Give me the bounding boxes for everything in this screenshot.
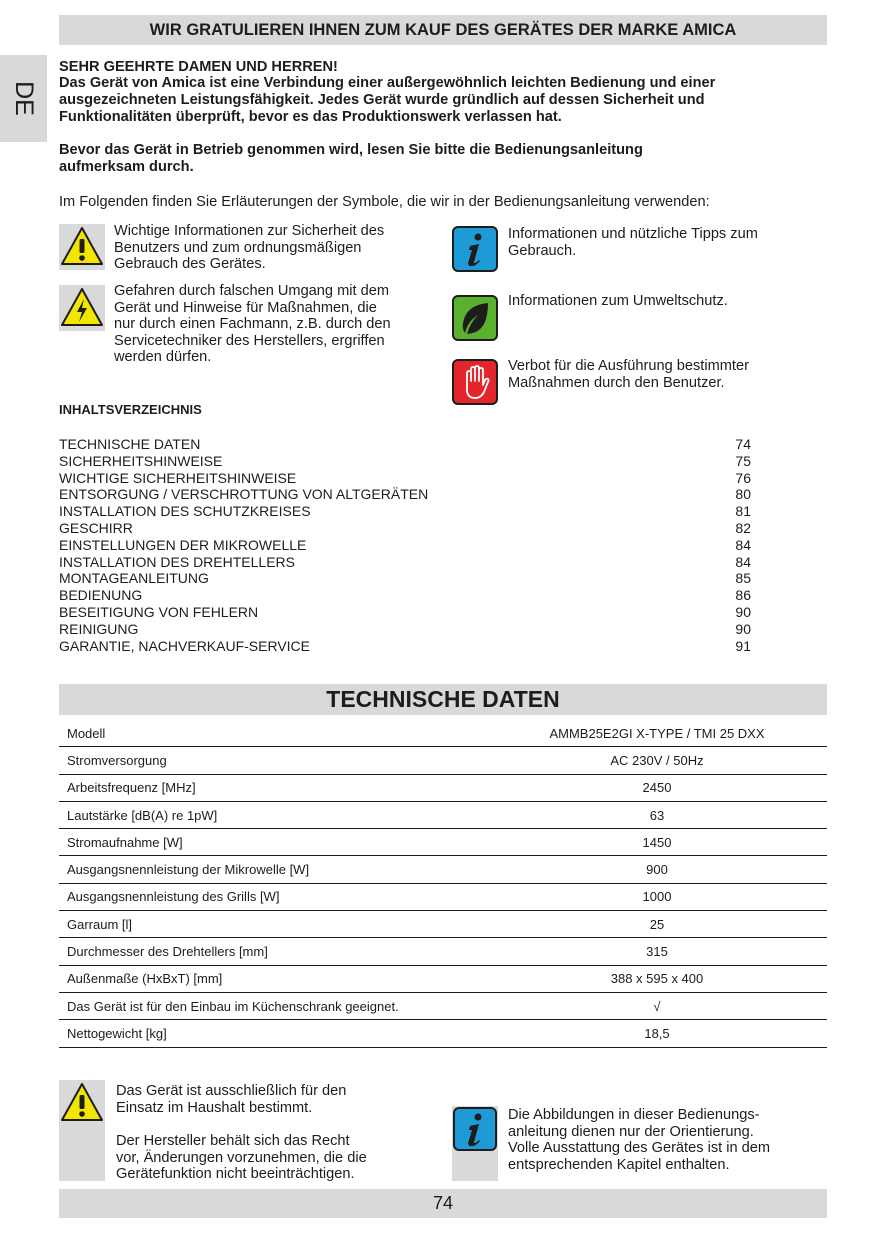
toc-item-page: 90 xyxy=(735,603,751,620)
spec-value: 2450 xyxy=(487,774,827,801)
spec-label: Garraum [l] xyxy=(59,911,487,938)
toc-item xyxy=(59,621,751,638)
toc-item-label: GARANTIE, NACHVERKAUF-SERVICE xyxy=(59,637,311,654)
spec-row xyxy=(59,965,827,992)
toc-item-page: 86 xyxy=(735,587,751,604)
toc-item-label: WICHTIGE SICHERHEITSHINWEISE xyxy=(59,469,297,486)
spec-value: 18,5 xyxy=(487,1020,827,1047)
toc-item xyxy=(59,503,751,520)
spec-value: 1000 xyxy=(487,883,827,910)
spec-value: 63 xyxy=(487,801,827,828)
spec-value: AC 230V / 50Hz xyxy=(487,747,827,774)
toc-item-label: GESCHIRR xyxy=(59,519,133,536)
warning-description: Wichtige Informationen zur Sicherheit des Benutzers und zum ordnungsmäßigen Gebrauch des Gerätes. xyxy=(114,223,385,272)
spec-table xyxy=(59,720,827,1048)
symbols-intro: Im Folgenden finden Sie Erläuterungen der Symbole, die wir in der Bedienungsanleitung verwenden: xyxy=(59,194,710,210)
language-tab xyxy=(0,55,47,142)
spec-label: Stromaufnahme [W] xyxy=(59,829,487,856)
spec-row xyxy=(59,992,827,1019)
toc-list xyxy=(59,436,751,654)
note-left-box xyxy=(59,1080,105,1181)
toc-item-label: INSTALLATION DES SCHUTZKREISES xyxy=(59,503,311,520)
prohibit-description: Verbot für die Ausführung bestimmter Maßnahmen durch den Benutzer. xyxy=(508,358,749,391)
intro-greeting: SEHR GEEHRTE DAMEN UND HERREN! xyxy=(59,59,338,75)
spec-row xyxy=(59,829,827,856)
toc-item-page: 91 xyxy=(735,637,751,654)
info-icon xyxy=(452,1106,498,1152)
spec-label: Außenmaße (HxBxT) [mm] xyxy=(59,965,487,992)
toc-item-page: 76 xyxy=(735,469,751,486)
toc-item-page: 75 xyxy=(735,452,751,469)
spec-label: Stromversorgung xyxy=(59,747,487,774)
spec-label: Arbeitsfrequenz [MHz] xyxy=(59,774,487,801)
toc-item xyxy=(59,486,751,503)
spec-value: √ xyxy=(487,992,827,1019)
toc-item-page: 80 xyxy=(735,486,751,503)
stop-hand-icon xyxy=(452,359,498,405)
spec-label: Durchmesser des Drehtellers [mm] xyxy=(59,938,487,965)
toc-item xyxy=(59,537,751,554)
spec-value: 1450 xyxy=(487,829,827,856)
page-number: 74 xyxy=(59,1189,827,1218)
toc-item-label: BESEITIGUNG VON FEHLERN xyxy=(59,603,259,620)
toc-item-label: BEDIENUNG xyxy=(59,587,143,604)
toc-item-label: INSTALLATION DES DREHTELLERS xyxy=(59,553,295,570)
warning-icon xyxy=(59,224,105,270)
toc-item-label: ENTSORGUNG / VERSCHROTTUNG VON ALTGERÄTEN xyxy=(59,486,429,503)
spec-label: Modell xyxy=(59,720,487,747)
spec-row xyxy=(59,801,827,828)
spec-label: Lautstärke [dB(A) re 1pW] xyxy=(59,801,487,828)
tech-section-title: TECHNISCHE DATEN xyxy=(59,684,827,715)
toc-item xyxy=(59,520,751,537)
spec-value: 25 xyxy=(487,911,827,938)
spec-value: 388 x 595 x 400 xyxy=(487,965,827,992)
toc-item-page: 85 xyxy=(735,570,751,587)
toc-item-page: 90 xyxy=(735,620,751,637)
spec-row xyxy=(59,911,827,938)
intro-para1-line3: Funktionalitäten überprüft, bevor es das Produktionswerk verlassen hat. xyxy=(59,109,562,125)
toc-item-label: EINSTELLUNGEN DER MIKROWELLE xyxy=(59,536,307,553)
toc-item xyxy=(59,554,751,571)
toc-item xyxy=(59,604,751,621)
spec-label: Nettogewicht [kg] xyxy=(59,1020,487,1047)
intro-para1-line2: ausgezeichneten Leistungsfähigkeit. Jedes Gerät wurde gründlich auf dessen Sicherheit und xyxy=(59,92,705,108)
spec-label: Ausgangsnennleistung des Grills [W] xyxy=(59,883,487,910)
spec-row xyxy=(59,747,827,774)
warning-icon xyxy=(59,1080,105,1126)
spec-row xyxy=(59,720,827,747)
toc-item-page: 81 xyxy=(735,503,751,520)
toc-item xyxy=(59,587,751,604)
toc-item-label: SICHERHEITSHINWEISE xyxy=(59,452,223,469)
toc-item-page: 82 xyxy=(735,519,751,536)
note-manufacturer-changes: Der Hersteller behält sich das Recht vor, Änderungen vorzunehmen, die die Gerätefunktion nicht beeinträchtigen. xyxy=(116,1133,367,1182)
intro-para2-line2: aufmerksam durch. xyxy=(59,159,194,175)
note-household-use: Das Gerät ist ausschließlich für den Einsatz im Haushalt bestimmt. xyxy=(116,1083,347,1116)
toc-item-label: TECHNISCHE DATEN xyxy=(59,436,201,452)
spec-value: 900 xyxy=(487,856,827,883)
toc-item xyxy=(59,436,751,453)
toc-item-page: 74 xyxy=(735,436,751,452)
toc-item-page: 84 xyxy=(735,536,751,553)
toc-item-page: 84 xyxy=(735,553,751,570)
spec-row xyxy=(59,856,827,883)
eco-description: Informationen zum Umweltschutz. xyxy=(508,293,728,309)
spec-value: 315 xyxy=(487,938,827,965)
spec-row xyxy=(59,883,827,910)
spec-label: Das Gerät ist für den Einbau im Küchenschrank geeignet. xyxy=(59,992,487,1019)
intro-para2-line1: Bevor das Gerät in Betrieb genommen wird, lesen Sie bitte die Bedienungsanleitung xyxy=(59,142,643,158)
note-right-box xyxy=(452,1106,498,1181)
info-icon xyxy=(452,226,498,272)
toc-item xyxy=(59,453,751,470)
toc-item-label: REINIGUNG xyxy=(59,620,139,637)
leaf-icon xyxy=(452,295,498,341)
electric-hazard-description: Gefahren durch falschen Umgang mit dem Gerät und Hinweise für Maßnahmen, die nur durch einen Fachmann, z.B. durch den Servicetechniker des Herstellers, ergriffen werden dürfen. xyxy=(114,283,391,365)
intro-para1-line1: Das Gerät von Amica ist eine Verbindung einer außergewöhnlich leichten Bedienung und einer xyxy=(59,75,716,91)
spec-row xyxy=(59,774,827,801)
spec-label: Ausgangsnennleistung der Mikrowelle [W] xyxy=(59,856,487,883)
electric-hazard-icon xyxy=(59,285,105,331)
header-title: WIR GRATULIEREN IHNEN ZUM KAUF DES GERÄTES DER MARKE AMICA xyxy=(59,15,827,45)
toc-item xyxy=(59,638,751,655)
toc-item xyxy=(59,570,751,587)
toc-title: INHALTSVERZEICHNIS xyxy=(59,402,202,417)
note-illustrations: Die Abbildungen in dieser Bedienungs- anleitung dienen nur der Orientierung. Volle Ausstattung des Gerätes ist in dem entsprechenden Kapitel enthalten. xyxy=(508,1107,771,1173)
language-label: DE xyxy=(10,81,38,116)
spec-row xyxy=(59,1020,827,1047)
spec-row xyxy=(59,938,827,965)
info-description: Informationen und nützliche Tipps zum Gebrauch. xyxy=(508,226,758,259)
spec-value: AMMB25E2GI X-TYPE / TMI 25 DXX xyxy=(487,720,827,747)
toc-item-label: MONTAGEANLEITUNG xyxy=(59,570,209,587)
toc-item xyxy=(59,470,751,487)
